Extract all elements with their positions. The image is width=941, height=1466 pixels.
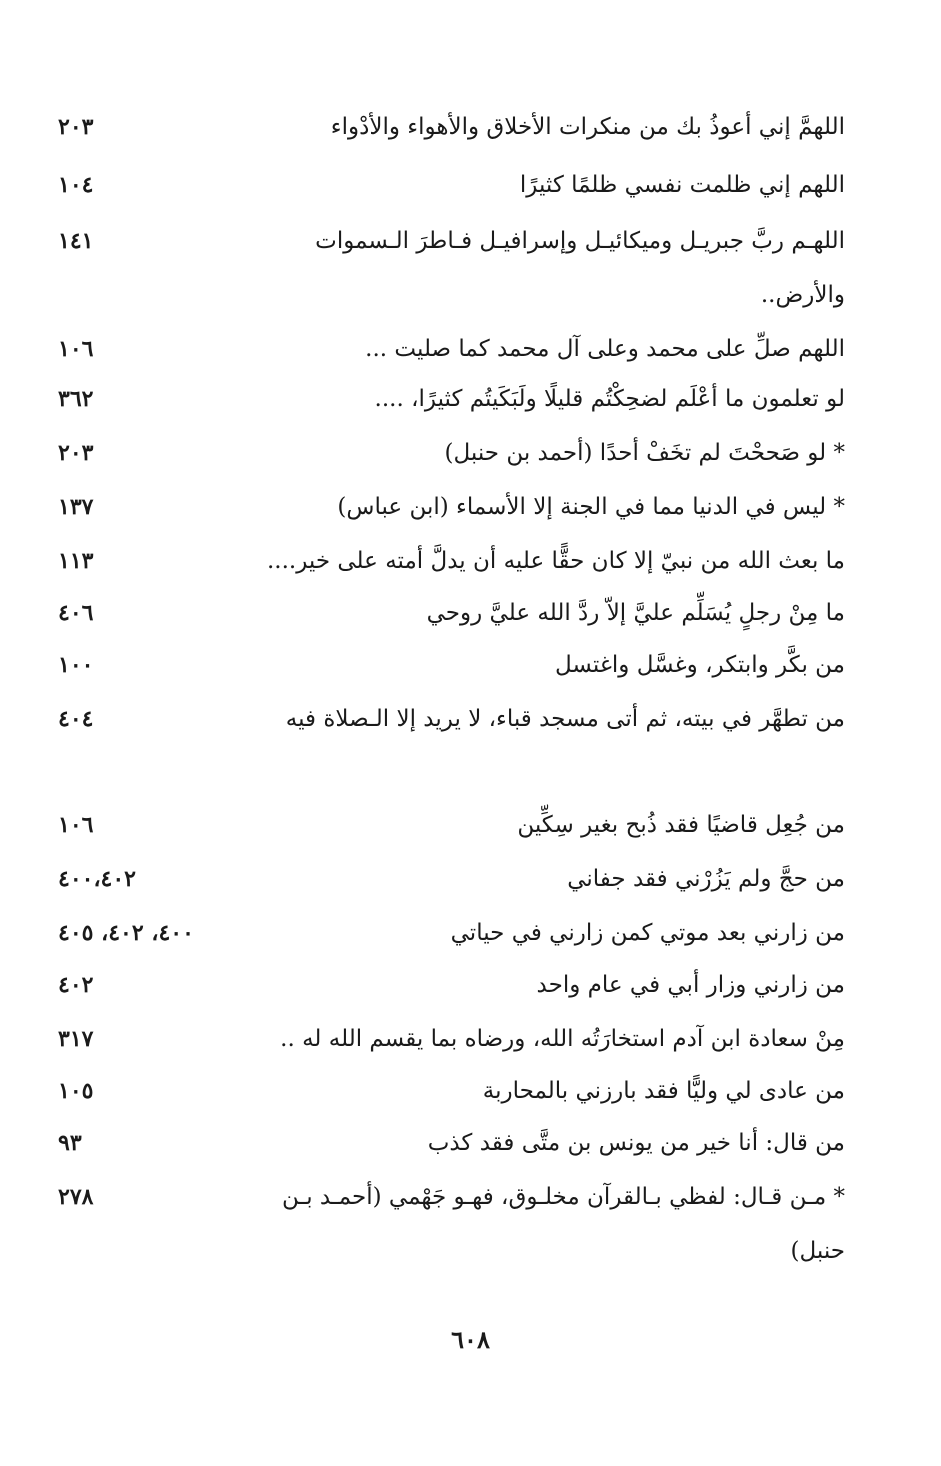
index-entry [40, 638, 845, 692]
index-entry [40, 852, 845, 906]
entry-page-numbers: ٤٠٢ [58, 972, 94, 998]
entry-page-numbers: ٣٦٢ [58, 386, 94, 412]
index-entry [40, 798, 845, 852]
entry-text: ما بعث الله من نبيّ إلا كان حقًّا عليه أن يدلَّ أمته على خير.... [266, 548, 845, 574]
index-entry [40, 906, 845, 960]
entry-page-numbers: ٢٠٣ [58, 440, 94, 466]
index-entry [40, 372, 845, 426]
index-entry [40, 1064, 845, 1118]
index-entry [40, 534, 845, 588]
entry-text: من بكَّر وابتكر، وغسَّل واغتسل [555, 652, 845, 678]
entry-text: * مـن قـال: لفظي بـالقرآن مخلـوق، فهـو جَهْمي (أحمـد بـن حنبل) [281, 1184, 845, 1264]
index-entry [40, 100, 845, 154]
entry-page-numbers: ١٠٦ [58, 336, 94, 362]
entry-page-numbers: ١٣٧ [58, 494, 94, 520]
entry-page-numbers: ٤٠٦ [58, 600, 94, 626]
entry-text: لو تعلمون ما أعْلَم لضحِكْتُم قليلًا ولَبَكَيتُم كثيرًا، .... [374, 386, 845, 412]
entry-text: * لو صَححْتَ لم تخَفْ أحدًا (أحمد بن حنبل) [444, 440, 845, 466]
entry-text: * ليس في الدنيا مما في الجنة إلا الأسماء (ابن عباس) [337, 494, 845, 520]
entry-text: اللهمَّ إني أعوذُ بك من منكرات الأخلاق والأهواء والأدْواء [330, 114, 845, 140]
index-entry [40, 586, 845, 640]
entry-page-numbers: ٤٠٤ [58, 706, 94, 732]
entry-text: من قال: أنا خير من يونس بن متَّى فقد كذب [427, 1130, 845, 1156]
page-number: ٦٠٨ [451, 1325, 490, 1354]
index-entry [40, 158, 845, 212]
entry-text: من زارني بعد موتي كمن زارني في حياتي [450, 920, 845, 946]
entry-text: مِنْ سعادة ابن آدم استخارَتُه الله، ورضاه بما يقسم الله له .. [280, 1026, 845, 1052]
index-entry [40, 322, 845, 376]
entry-page-numbers: ٩٣ [58, 1130, 82, 1156]
entry-page-numbers: ١٠٠ [58, 652, 94, 678]
entry-text: من تطهَّر في بيته، ثم أتى مسجد قباء، لا يريد إلا الـصلاة فيه [285, 706, 845, 732]
entry-page-numbers: ٢٠٣ [58, 114, 94, 140]
entry-page-numbers: ١٠٥ [58, 1078, 94, 1104]
entry-page-numbers: ١٠٦ [58, 812, 94, 838]
index-entry [40, 1170, 845, 1278]
entry-text: اللهـم ربَّ جبريـل وميكائيـل وإسرافيـل فـاطرَ الـسموات والأرض.. [315, 228, 845, 308]
entry-text: من حجَّ ولم يَزُرْني فقد جفاني [567, 866, 845, 892]
index-entry [40, 426, 845, 480]
index-entry [40, 692, 845, 746]
index-entry [40, 958, 845, 1012]
index-entry [40, 1116, 845, 1170]
entry-text: من زارني وزار أبي في عام واحد [536, 972, 845, 998]
entry-text: من جُعِل قاضيًا فقد ذُبح بغير سِكِّين [517, 812, 845, 838]
entry-page-numbers: ١٠٤ [58, 172, 94, 198]
entry-text: اللهم إني ظلمت نفسي ظلمًا كثيرًا [519, 172, 845, 198]
entry-page-numbers: ٤٠٠، ٤٠٢، ٤٠٥ [58, 920, 194, 946]
entry-page-numbers: ٤٠٠،٤٠٢ [58, 866, 136, 892]
index-entry [40, 1012, 845, 1066]
entry-page-numbers: ٣١٧ [58, 1026, 94, 1052]
entry-page-numbers: ١١٣ [58, 548, 94, 574]
entry-page-numbers: ٢٧٨ [58, 1184, 94, 1210]
entry-page-numbers: ١٤١ [58, 228, 94, 254]
entry-text: من عادى لي وليًّا فقد بارزني بالمحاربة [482, 1078, 845, 1104]
index-entry [40, 480, 845, 534]
entry-text: ما مِنْ رجلٍ يُسَلِّم عليَّ إلاّ ردَّ الله عليَّ روحي [426, 600, 845, 626]
index-entry [40, 214, 845, 322]
entry-text: اللهم صلِّ على محمد وعلى آل محمد كما صليت ... [365, 336, 845, 362]
